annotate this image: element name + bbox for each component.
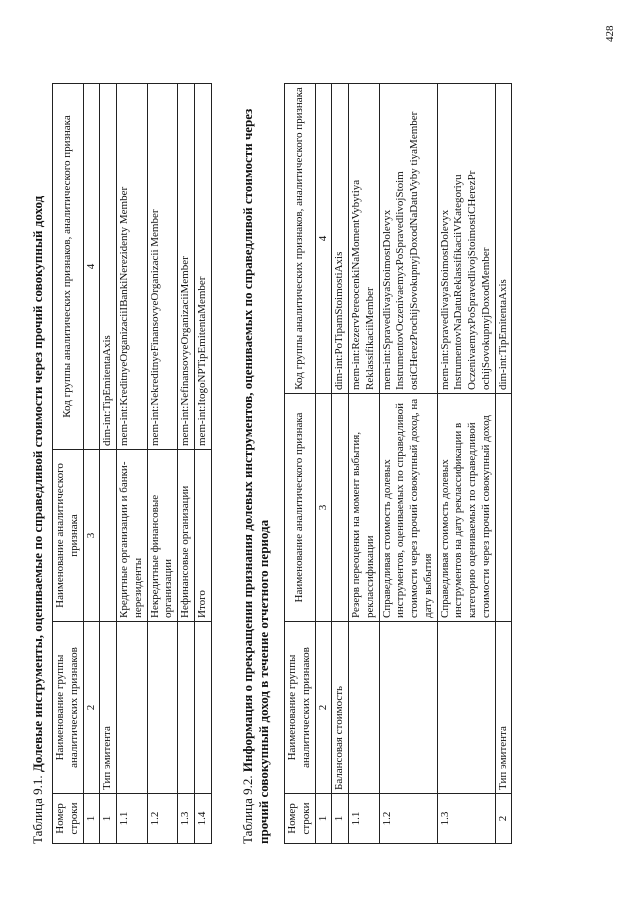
table1-cell: Кредитные организации и банки-нерезиденты (117, 450, 148, 622)
table1-row (117, 84, 148, 844)
table1-cell: mem-int:NekreditnyeFinansovyeOrganizacii Member (147, 84, 178, 450)
table2-row (495, 84, 512, 844)
table1-colnum-cell: 4 (83, 84, 100, 450)
table1-colnum-cell: 1 (83, 794, 100, 844)
table2-row (332, 84, 349, 844)
table1-cell: 1 (100, 794, 117, 844)
table1-colnum-cell: 3 (83, 450, 100, 622)
table1-cell: dim-int:TipEmitentaAxis (100, 84, 117, 450)
table2-colnum-cell: 1 (315, 794, 332, 844)
table2-cell (437, 622, 495, 794)
table1-colnum-cell: 2 (83, 622, 100, 794)
table1-title: Долевые инструменты, оцениваемые по справедливой стоимости через прочий совокупный доход (30, 195, 45, 773)
table2-cell: mem-int:SpravedlivayaStoimostDolevyx InstrumentovOczenivaemyxPoSpravedlivojStoim ostiCHerezProchijSovokupnyjDoxodNaDatuVyby tiyaMember (379, 84, 437, 394)
table2-cell (332, 394, 349, 622)
table1-cell: Тип эмитента (100, 622, 117, 794)
table2-cell: 1.2 (379, 794, 437, 844)
table1-label: Таблица 9.1. (30, 775, 45, 844)
table2-cell: Тип эмитента (495, 622, 512, 794)
table2-cell: mem-int:SpravedlivayaStoimostDolevyx InstrumentovNaDatuReklassifikaciiVKategoriyu OczenivaemyxPoSpravedlivojStoimostiCHerezPr ochijSovokupnyjDoxodMember (437, 84, 495, 394)
table2-colnum-cell: 3 (315, 394, 332, 622)
table1-header-row (53, 84, 84, 844)
table2-cell (379, 622, 437, 794)
table1-cell (117, 622, 148, 794)
table1-cell: 1.3 (178, 794, 195, 844)
table2-colnum-row (315, 84, 332, 844)
table1-header-cell: Наименование аналитического признака (53, 450, 84, 622)
rotated-page (22, 24, 622, 884)
table1-cell: 1.4 (194, 794, 211, 844)
table2-label: Таблица 9.2. (240, 775, 255, 844)
table1-cell: Нефинансовые организации (178, 450, 195, 622)
table2-cell (495, 394, 512, 622)
table2-cell: 1.3 (437, 794, 495, 844)
table2-colnum-cell: 4 (315, 84, 332, 394)
table1-cell (147, 622, 178, 794)
table2 (284, 83, 512, 844)
table2-cell: 2 (495, 794, 512, 844)
table2-cell: 1 (332, 794, 349, 844)
table1-header-cell: Номер строки (53, 794, 84, 844)
page-number: 428 (604, 25, 616, 42)
table2-cell (349, 622, 380, 794)
table2-header-cell: Наименование группы аналитических признаков (285, 622, 316, 794)
table2-row (349, 84, 380, 844)
table2-row (379, 84, 437, 844)
table2-cell: Балансовая стоимость (332, 622, 349, 794)
table1-cell: mem-int:NefinansovyeOrganizaciiMember (178, 84, 195, 450)
table1-cell: 1.1 (117, 794, 148, 844)
table2-header-cell: Номер строки (285, 794, 316, 844)
table1-row (100, 84, 117, 844)
table1-cell: mem-int:KreditnyeOrganizaciiIBankiNerezidenty Member (117, 84, 148, 450)
table2-header-cell: Код группы аналитических признаков, аналитического признака (285, 84, 316, 394)
table1-row (147, 84, 178, 844)
table1 (52, 83, 212, 844)
table2-cell: dim-int:TipEmitentaAxis (495, 84, 512, 394)
table2-cell: 1.1 (349, 794, 380, 844)
table2-cell: Справедливая стоимость долевых инструментов, оцениваемых по справедливой стоимости через прочий совокупный доход, на дату выбытия (379, 394, 437, 622)
table2-header-row (285, 84, 316, 844)
table1-header-cell: Код группы аналитических признаков, аналитического признака (53, 84, 84, 450)
table2-cell: dim-int:PoTipamStoimostiAxis (332, 84, 349, 394)
table2-cell: Справедливая стоимость долевых инструментов на дату реклассификации в категорию оцениваемых по справедливой стоимости через прочий совокупный доход (437, 394, 495, 622)
table2-colnum-cell: 2 (315, 622, 332, 794)
table1-cell: 1.2 (147, 794, 178, 844)
table1-cell: Некредитные финансовые организации (147, 450, 178, 622)
table1-row (194, 84, 211, 844)
table1-cell (100, 450, 117, 622)
table1-cell (194, 622, 211, 794)
table2-title: Информация о прекращении признания долевых инструментов, оцениваемых по справедливой стоимости через прочий совокупный доход в течение отчетного периода (240, 108, 271, 844)
table1-row (178, 84, 195, 844)
table1-cell (178, 622, 195, 794)
table2-caption (240, 84, 272, 844)
table1-header-cell: Наименование группы аналитических признаков (53, 622, 84, 794)
table2-cell: mem-int:RezervPereocenkiNaMomentVybytiya ReklassifikaciiMember (349, 84, 380, 394)
table1-colnum-row (83, 84, 100, 844)
table1-caption (30, 196, 46, 844)
table1-cell: Итого (194, 450, 211, 622)
table1-cell: mem-int:ItogoNPTipEmitentaMember (194, 84, 211, 450)
table2-header-cell: Наименование аналитического признака (285, 394, 316, 622)
table2-cell: Резерв переоценки на момент выбытия, реклассификации (349, 394, 380, 622)
table2-row (437, 84, 495, 844)
